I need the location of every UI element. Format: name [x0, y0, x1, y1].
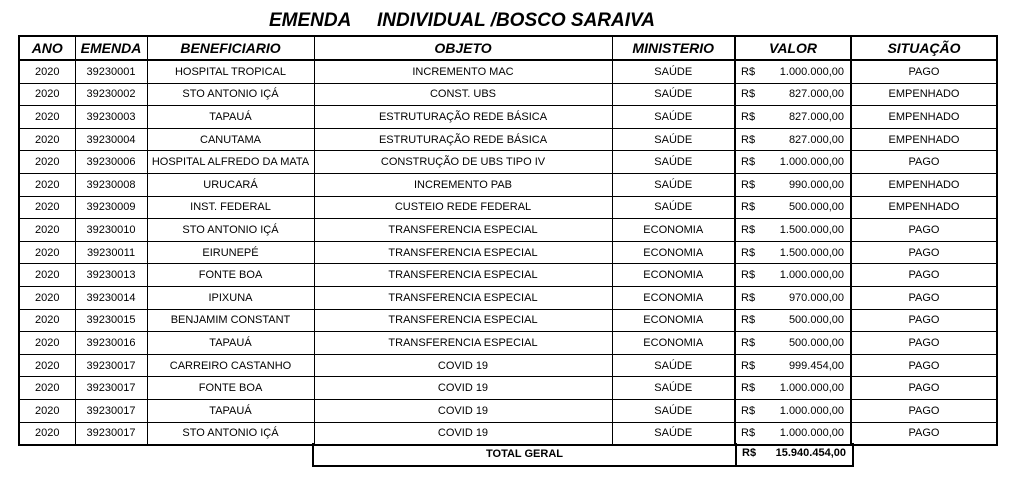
- header-valor: VALOR: [735, 36, 851, 60]
- total-currency: R$: [742, 447, 757, 459]
- table-row: [19, 60, 997, 83]
- cell-beneficiario: CARREIRO CASTANHO: [147, 354, 314, 377]
- table-row: [19, 241, 997, 264]
- cell-ano: 2020: [19, 354, 75, 377]
- amount-value: 500.000,00: [788, 201, 844, 214]
- cell-beneficiario: TAPAUÁ: [147, 106, 314, 129]
- cell-emenda: 39230004: [75, 128, 147, 151]
- cell-ministerio: ECONOMIA: [612, 332, 735, 355]
- table-row: [19, 399, 997, 422]
- table-row: [19, 309, 997, 332]
- cell-objeto: CONSTRUÇÃO DE UBS TIPO IV: [314, 151, 612, 174]
- cell-objeto: INCREMENTO PAB: [314, 173, 612, 196]
- cell-ano: 2020: [19, 309, 75, 332]
- cell-valor: [735, 264, 851, 287]
- cell-ano: 2020: [19, 286, 75, 309]
- cell-emenda: 39230017: [75, 377, 147, 400]
- table-row: [19, 128, 997, 151]
- amount-value: 1.000.000,00: [779, 156, 844, 169]
- currency-symbol: R$: [741, 201, 756, 214]
- cell-situacao: EMPENHADO: [851, 83, 997, 106]
- emendas-table: [18, 35, 998, 446]
- cell-objeto: COVID 19: [314, 354, 612, 377]
- cell-objeto: COVID 19: [314, 422, 612, 445]
- currency-symbol: R$: [741, 359, 756, 372]
- header-ano: ANO: [19, 36, 75, 60]
- total-label: TOTAL GERAL: [314, 443, 737, 465]
- cell-ministerio: ECONOMIA: [612, 241, 735, 264]
- cell-valor: [735, 196, 851, 219]
- table-row: [19, 83, 997, 106]
- cell-ano: 2020: [19, 106, 75, 129]
- currency-symbol: R$: [741, 427, 756, 440]
- cell-situacao: PAGO: [851, 286, 997, 309]
- amount-value: 999.454,00: [788, 359, 844, 372]
- cell-objeto: COVID 19: [314, 377, 612, 400]
- cell-objeto: TRANSFERENCIA ESPECIAL: [314, 309, 612, 332]
- cell-ministerio: SAÚDE: [612, 354, 735, 377]
- cell-beneficiario: HOSPITAL ALFREDO DA MATA: [147, 151, 314, 174]
- cell-emenda: 39230009: [75, 196, 147, 219]
- cell-beneficiario: URUCARÁ: [147, 173, 314, 196]
- currency-symbol: R$: [741, 223, 756, 236]
- cell-objeto: ESTRUTURAÇÃO REDE BÁSICA: [314, 106, 612, 129]
- cell-emenda: 39230008: [75, 173, 147, 196]
- cell-beneficiario: FONTE BOA: [147, 264, 314, 287]
- cell-objeto: TRANSFERENCIA ESPECIAL: [314, 332, 612, 355]
- cell-ano: 2020: [19, 241, 75, 264]
- page-title: EMENDA INDIVIDUAL /BOSCO SARAIVA: [268, 10, 655, 31]
- currency-symbol: R$: [741, 336, 756, 349]
- cell-emenda: 39230017: [75, 399, 147, 422]
- cell-situacao: EMPENHADO: [851, 106, 997, 129]
- header-objeto: OBJETO: [314, 36, 612, 60]
- currency-symbol: R$: [741, 156, 756, 169]
- amount-value: 1.500.000,00: [779, 223, 844, 236]
- cell-objeto: INCREMENTO MAC: [314, 60, 612, 83]
- cell-situacao: PAGO: [851, 60, 997, 83]
- cell-ministerio: SAÚDE: [612, 83, 735, 106]
- cell-valor: [735, 332, 851, 355]
- cell-ministerio: SAÚDE: [612, 151, 735, 174]
- cell-beneficiario: HOSPITAL TROPICAL: [147, 60, 314, 83]
- cell-beneficiario: INST. FEDERAL: [147, 196, 314, 219]
- cell-emenda: 39230010: [75, 219, 147, 242]
- amount-value: 1.500.000,00: [779, 246, 844, 259]
- cell-emenda: 39230015: [75, 309, 147, 332]
- cell-situacao: PAGO: [851, 309, 997, 332]
- cell-ano: 2020: [19, 128, 75, 151]
- currency-symbol: R$: [741, 88, 756, 101]
- cell-valor: [735, 128, 851, 151]
- cell-valor: [735, 106, 851, 129]
- table-row: [19, 286, 997, 309]
- table-row: [19, 151, 997, 174]
- cell-valor: [735, 241, 851, 264]
- currency-symbol: R$: [741, 133, 756, 146]
- cell-beneficiario: STO ANTONIO IÇÁ: [147, 219, 314, 242]
- cell-situacao: PAGO: [851, 377, 997, 400]
- table-row: [19, 354, 997, 377]
- cell-beneficiario: FONTE BOA: [147, 377, 314, 400]
- cell-ministerio: SAÚDE: [612, 128, 735, 151]
- cell-situacao: PAGO: [851, 354, 997, 377]
- cell-objeto: COVID 19: [314, 399, 612, 422]
- cell-situacao: PAGO: [851, 422, 997, 445]
- cell-situacao: PAGO: [851, 219, 997, 242]
- amount-value: 1.000.000,00: [779, 404, 844, 417]
- cell-ano: 2020: [19, 422, 75, 445]
- header-situacao: SITUAÇÃO: [851, 36, 997, 60]
- cell-valor: [735, 173, 851, 196]
- amount-value: 1.000.000,00: [779, 382, 844, 395]
- table-row: [19, 219, 997, 242]
- currency-symbol: R$: [741, 291, 756, 304]
- amount-value: 970.000,00: [788, 291, 844, 304]
- total-value-cell: [737, 443, 852, 465]
- cell-emenda: 39230011: [75, 241, 147, 264]
- cell-ano: 2020: [19, 219, 75, 242]
- currency-symbol: R$: [741, 404, 756, 417]
- cell-beneficiario: TAPAUÁ: [147, 332, 314, 355]
- cell-situacao: EMPENHADO: [851, 128, 997, 151]
- cell-valor: [735, 354, 851, 377]
- total-row: [312, 443, 854, 467]
- cell-beneficiario: STO ANTONIO IÇÁ: [147, 422, 314, 445]
- cell-emenda: 39230001: [75, 60, 147, 83]
- cell-emenda: 39230014: [75, 286, 147, 309]
- table-row: [19, 264, 997, 287]
- cell-emenda: 39230017: [75, 422, 147, 445]
- currency-symbol: R$: [741, 382, 756, 395]
- cell-situacao: PAGO: [851, 241, 997, 264]
- cell-objeto: CUSTEIO REDE FEDERAL: [314, 196, 612, 219]
- total-value: 15.940.454,00: [775, 447, 846, 459]
- cell-emenda: 39230017: [75, 354, 147, 377]
- cell-ano: 2020: [19, 60, 75, 83]
- cell-valor: [735, 60, 851, 83]
- amount-value: 500.000,00: [788, 336, 844, 349]
- cell-ano: 2020: [19, 377, 75, 400]
- cell-valor: [735, 219, 851, 242]
- currency-symbol: R$: [741, 110, 756, 123]
- table-row: [19, 196, 997, 219]
- cell-situacao: PAGO: [851, 264, 997, 287]
- cell-ministerio: ECONOMIA: [612, 309, 735, 332]
- header-emenda: EMENDA: [75, 36, 147, 60]
- cell-objeto: TRANSFERENCIA ESPECIAL: [314, 286, 612, 309]
- cell-objeto: TRANSFERENCIA ESPECIAL: [314, 241, 612, 264]
- cell-emenda: 39230003: [75, 106, 147, 129]
- cell-valor: [735, 422, 851, 445]
- currency-symbol: R$: [741, 178, 756, 191]
- header-beneficiario: BENEFICIARIO: [147, 36, 314, 60]
- cell-objeto: CONST. UBS: [314, 83, 612, 106]
- cell-beneficiario: IPIXUNA: [147, 286, 314, 309]
- currency-symbol: R$: [741, 65, 756, 78]
- cell-objeto: TRANSFERENCIA ESPECIAL: [314, 264, 612, 287]
- cell-ano: 2020: [19, 151, 75, 174]
- cell-ano: 2020: [19, 264, 75, 287]
- table-row: [19, 332, 997, 355]
- currency-symbol: R$: [741, 314, 756, 327]
- amount-value: 1.000.000,00: [779, 269, 844, 282]
- cell-ministerio: SAÚDE: [612, 377, 735, 400]
- amount-value: 500.000,00: [788, 314, 844, 327]
- table-row: [19, 173, 997, 196]
- cell-ministerio: SAÚDE: [612, 60, 735, 83]
- cell-emenda: 39230006: [75, 151, 147, 174]
- cell-ministerio: ECONOMIA: [612, 286, 735, 309]
- cell-ministerio: SAÚDE: [612, 422, 735, 445]
- cell-ministerio: SAÚDE: [612, 173, 735, 196]
- cell-ano: 2020: [19, 196, 75, 219]
- cell-valor: [735, 83, 851, 106]
- table-body: [19, 60, 997, 445]
- cell-ano: 2020: [19, 173, 75, 196]
- table-row: [19, 422, 997, 445]
- amount-value: 827.000,00: [788, 110, 844, 123]
- cell-emenda: 39230013: [75, 264, 147, 287]
- cell-situacao: PAGO: [851, 332, 997, 355]
- amount-value: 1.000.000,00: [779, 65, 844, 78]
- cell-situacao: EMPENHADO: [851, 196, 997, 219]
- cell-beneficiario: EIRUNEPÉ: [147, 241, 314, 264]
- amount-value: 827.000,00: [788, 88, 844, 101]
- cell-ano: 2020: [19, 83, 75, 106]
- amount-value: 990.000,00: [788, 178, 844, 191]
- amount-value: 1.000.000,00: [779, 427, 844, 440]
- cell-valor: [735, 151, 851, 174]
- cell-beneficiario: CANUTAMA: [147, 128, 314, 151]
- cell-situacao: EMPENHADO: [851, 173, 997, 196]
- cell-ano: 2020: [19, 399, 75, 422]
- cell-beneficiario: BENJAMIM CONSTANT: [147, 309, 314, 332]
- currency-symbol: R$: [741, 246, 756, 259]
- cell-situacao: PAGO: [851, 151, 997, 174]
- table-row: [19, 106, 997, 129]
- cell-valor: [735, 377, 851, 400]
- cell-ministerio: ECONOMIA: [612, 219, 735, 242]
- cell-ano: 2020: [19, 332, 75, 355]
- amount-value: 827.000,00: [788, 133, 844, 146]
- cell-ministerio: ECONOMIA: [612, 264, 735, 287]
- cell-valor: [735, 286, 851, 309]
- currency-symbol: R$: [741, 269, 756, 282]
- cell-valor: [735, 399, 851, 422]
- cell-situacao: PAGO: [851, 399, 997, 422]
- cell-ministerio: SAÚDE: [612, 106, 735, 129]
- cell-valor: [735, 309, 851, 332]
- table-header-row: [19, 36, 997, 60]
- cell-ministerio: SAÚDE: [612, 399, 735, 422]
- cell-objeto: TRANSFERENCIA ESPECIAL: [314, 219, 612, 242]
- cell-objeto: ESTRUTURAÇÃO REDE BÁSICA: [314, 128, 612, 151]
- cell-emenda: 39230016: [75, 332, 147, 355]
- cell-beneficiario: TAPAUÁ: [147, 399, 314, 422]
- cell-ministerio: SAÚDE: [612, 196, 735, 219]
- header-ministerio: MINISTERIO: [612, 36, 735, 60]
- cell-beneficiario: STO ANTONIO IÇÁ: [147, 83, 314, 106]
- table-row: [19, 377, 997, 400]
- cell-emenda: 39230002: [75, 83, 147, 106]
